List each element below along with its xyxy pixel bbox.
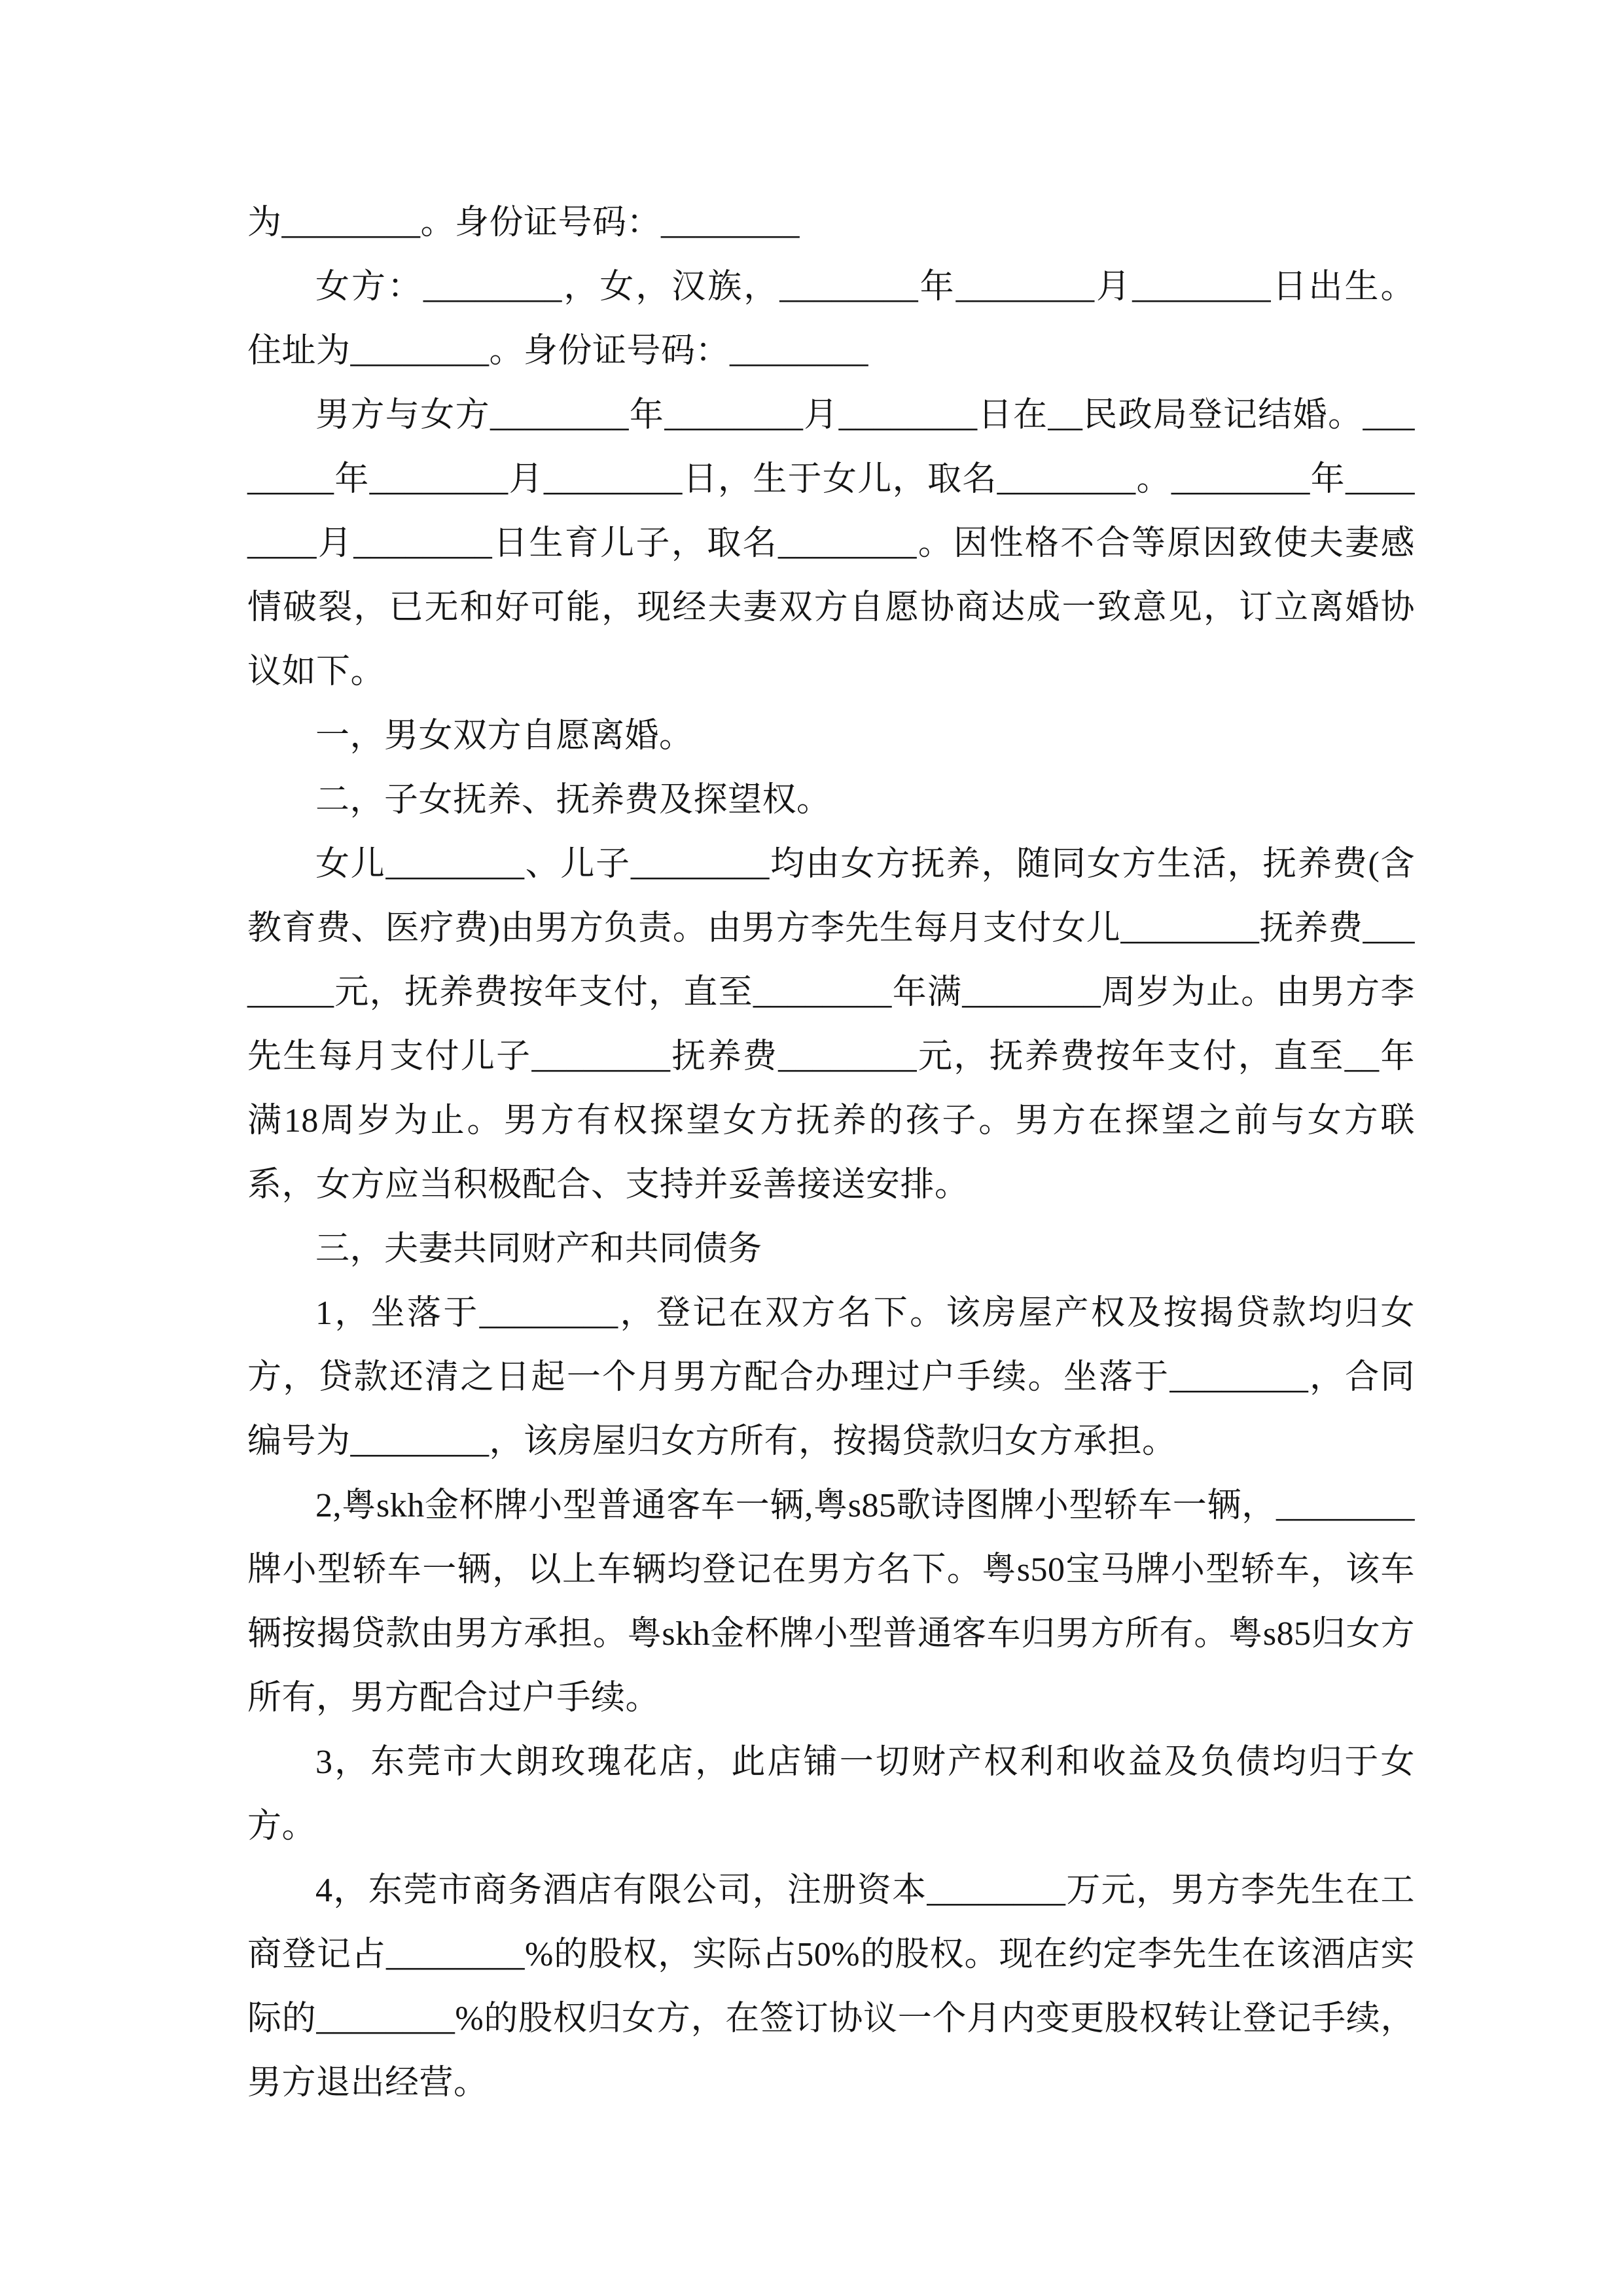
paragraph-marriage-children: 男方与女方________年________月________日在__民政局登记结婚。________年________月________日，生于女儿，取名________。________年________月________日生育儿子，取名________。因性格不合等原因致使夫妻感情破裂，已无和好可能，现经夫妻双方自愿协商达成一致意见，订立离婚协议如下。 <box>247 397 1415 691</box>
paragraph-property-item-2: 2,粤skh金杯牌小型普通客车一辆,粤s85歌诗图牌小型轿车一辆，________牌小型轿车一辆，以上车辆均登记在男方名下。粤s50宝马牌小型轿车，该车辆按揭贷款由男方承担。粤skh金杯牌小型普通客车归男方所有。粤s85归女方所有，男方配合过户手续。 <box>247 1487 1415 1717</box>
paragraph-property-item-1: 1，坐落于________，登记在双方名下。该房屋产权及按揭贷款均归女方，贷款还清之日起一个月男方配合办理过户手续。坐落于________，合同编号为________，该房屋归女方所有，按揭贷款归女方承担。 <box>247 1295 1415 1460</box>
paragraph-property-item-4: 4，东莞市商务酒店有限公司，注册资本________万元，男方李先生在工商登记占________%的股权，实际占50%的股权。现在约定李先生在该酒店实际的________%的股权归女方，在签订协议一个月内变更股权转让登记手续，男方退出经营。 <box>247 1872 1415 2102</box>
document-body <box>247 191 1415 2115</box>
paragraph-woman-info: 女方：________，女，汉族，________年________月________日出生。住址为________。身份证号码：________ <box>247 268 1415 370</box>
paragraph-property-item-3: 3，东莞市大朗玫瑰花店，此店铺一切财产权利和收益及负债均归于女方。 <box>247 1744 1415 1845</box>
paragraph-continuation-id-line: 为________。身份证号码：________ <box>247 204 800 242</box>
paragraph-custody-details: 女儿________、儿子________均由女方抚养，随同女方生活，抚养费(含教育费、医疗费)由男方负责。由男方李先生每月支付女儿________抚养费________元，抚养费按年支付，直至________年满________周岁为止。由男方李先生每月支付儿子________抚养费________元，抚养费按年支付，直至__年满18周岁为止。男方有权探望女方抚养的孩子。男方在探望之前与女方联系，女方应当积极配合、支持并妥善接送安排。 <box>247 846 1415 1204</box>
paragraph-clause-one: 一，男女双方自愿离婚。 <box>315 717 694 755</box>
paragraph-clause-three-heading: 三，夫妻共同财产和共同债务 <box>315 1230 762 1268</box>
paragraph-clause-two-heading: 二，子女抚养、抚养费及探望权。 <box>315 781 831 819</box>
